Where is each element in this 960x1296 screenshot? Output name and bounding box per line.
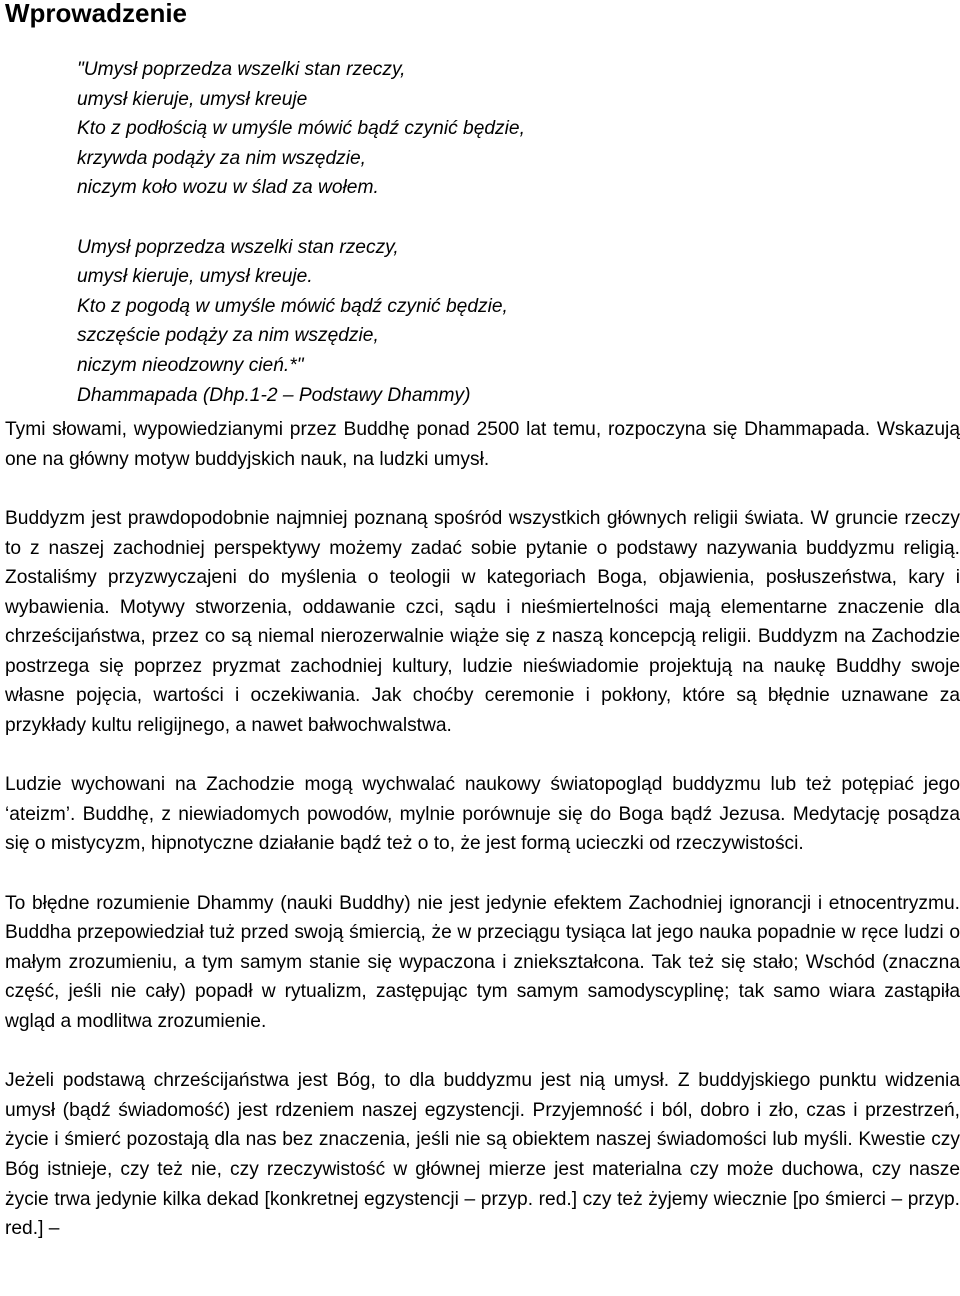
poem-line: Umysł poprzedza wszelki stan rzeczy, — [77, 236, 399, 258]
poem-line: umysł kieruje, umysł kreuje. — [77, 266, 313, 288]
poem-line: "Umysł poprzedza wszelki stan rzeczy, — [77, 59, 406, 80]
poem-line: umysł kieruje, umysł kreuje — [77, 88, 308, 110]
poem-stanza-1 — [77, 55, 960, 203]
document-page — [5, 0, 960, 1244]
body-text — [5, 415, 960, 1244]
paragraph-3: Ludzie wychowani na Zachodzie mogą wychwalać naukowy światopogląd buddyzmu lub też potępiać jego ‘ateizm’. Buddhę, z niewiadomych powodów, mylnie porównuje się do Boga bądź Jezusa. Medytację posądza się o mistycyzm, hipnotyczne działanie bądź też o to, że jest formą ucieczki od rzeczywistości. — [5, 774, 960, 855]
poem-source-citation: Dhammapada (Dhp.1-2 – Podstawy Dhammy) — [77, 384, 471, 406]
paragraph-4: To błędne rozumienie Dhammy (nauki Buddhy) nie jest jedynie efektem Zachodniej ignorancji i etnocentryzmu. Buddha przepowiedział tuż przed swoją śmiercią, że w przeciągu tysiąca lat jego nauka popadnie w ręce ludzi o małym zrozumieniu, a tym samym stanie się wypaczona i zniekształcona. Tak też się stało; Wschód (znaczna część, jeśli nie cały) popadł w rytualizm, zastępując tym samym samodyscyplinę; tak samo wiara zastąpiła wgląd a modlitwa zrozumienie. — [5, 892, 960, 1032]
paragraph-1: Tymi słowami, wypowiedzianymi przez Buddhę ponad 2500 lat temu, rozpoczyna się Dhammapada. Wskazują one na główny motyw buddyjskich nauk, na ludzki umysł. — [5, 419, 960, 470]
poem-line: niczym nieodzowny cień.*" — [77, 354, 304, 376]
paragraph-2: Buddyzm jest prawdopodobnie najmniej poznaną spośród wszystkich głównych religii świata. W gruncie rzeczy to z naszej zachodniej perspektywy możemy zadać sobie pytanie o podstawy nazywania buddyzmu religią. Zostaliśmy przyzwyczajeni do myślenia o teologii w kategoriach Boga, objawienia, posłuszeństwa, kary i wybawienia. Motywy stworzenia, oddawanie czci, sądu i nieśmiertelności mają elementarne znaczenie dla chrześcijaństwa, przez co są niemal nierozerwalnie wiąże się z naszą koncepcją religii. Buddyzm na Zachodzie postrzega się poprzez pryzmat zachodniej kultury, ludzie nieświadomie projektują na naukę Buddhy swoje własne pojęcia, wartości i oczekiwania. Jak choćby ceremonie i pokłony, które są błędnie uznawane za przykłady kultu religijnego, a nawet bałwochwalstwa. — [5, 507, 960, 737]
section-heading: Wprowadzenie — [5, 0, 188, 28]
poem-line: niczym koło wozu w ślad za wołem. — [77, 177, 379, 199]
poem-line: Kto z pogodą w umyśle mówić bądź czynić będzie, — [77, 295, 508, 317]
poem-stanza-2 — [77, 233, 960, 411]
poem-line: szczęście podąży za nim wszędzie, — [77, 325, 379, 347]
epigraph-poem — [77, 55, 960, 410]
paragraph-5: Jeżeli podstawą chrześcijaństwa jest Bóg, to dla buddyzmu jest nią umysł. Z buddyjskiego punktu widzenia umysł (bądź świadomość) jest rdzeniem naszej egzystencji. Przyjemność i ból, dobro i zło, czas i przestrzeń, życie i śmierć pozostają dla nas bez znaczenia, jeśli nie są obiektem naszej świadomości lub myśli. Kwestie czy Bóg istnieje, czy też nie, czy rzeczywistość w głównej mierze jest materialna czy może duchowa, czy nasze życie trwa jedynie kilka dekad [konkretnej egzystencji – przyp. red.] czy też żyjemy wiecznie [po śmierci – przyp. red.] – — [5, 1070, 960, 1240]
poem-line: krzywda podąży za nim wszędzie, — [77, 147, 366, 169]
poem-line: Kto z podłością w umyśle mówić bądź czynić będzie, — [77, 118, 525, 140]
